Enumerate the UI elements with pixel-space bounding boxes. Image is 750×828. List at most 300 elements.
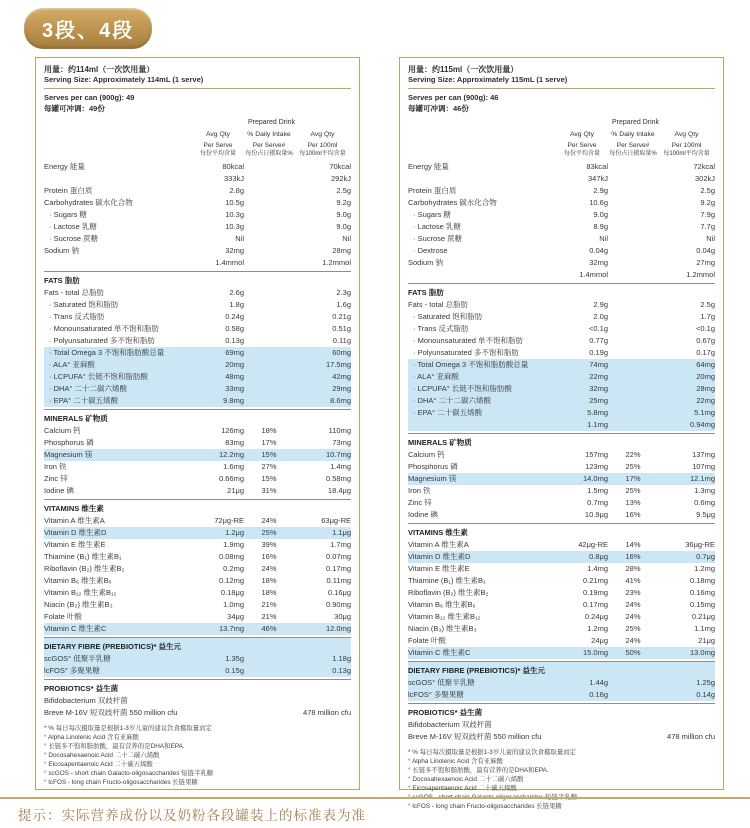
table-row [44,425,351,437]
row-pct: 15% [261,474,277,483]
row-per100: 292kJ [330,174,351,183]
serving-info [44,64,351,89]
row-per100: 29mg [332,384,351,393]
row-qty: 9.8mg [223,396,244,405]
serves-per-can-cn-line: 每罐可冲调：46份 [408,104,469,113]
row-per100: 1.3mg [694,486,715,495]
footnote-line: ° 长链多不饱和脂肪酸，最有营养的是DHA和EPA. [44,743,185,750]
table-row [44,347,351,359]
row-qty: 33mg [225,384,244,393]
row-qty: 42μg-RE [578,540,608,549]
table-row [44,695,351,707]
row-per100: 0.16mg [689,588,715,597]
table-row [408,677,715,689]
column-subheader-en: Per Serve# [616,142,650,149]
row-per100: 0.7μg [696,552,715,561]
column-header-2: Avg Qty [310,131,335,138]
table-row [44,473,351,485]
row-per100: 0.15mg [689,600,715,609]
row-per100: 0.67g [696,336,715,345]
section-vitamins [44,499,351,635]
row-per100: 18.4μg [327,486,351,495]
row-pct: 24% [261,516,277,525]
table-row [44,527,351,539]
column-header-1: % Daily Intake [247,131,291,138]
table-row [44,539,351,551]
row-per100: 1.1μg [332,528,351,537]
row-label: Vitamin B₁₂ 维生素B₁₂ [44,588,117,597]
row-pct: 25% [261,528,277,537]
row-label: Iron 铁 [44,462,67,471]
row-per100: 0.14g [696,690,715,699]
section-minerals [44,409,351,497]
footnote-line: ° Eicosapentaenoic Acid 二十碳五烯酸 [44,761,153,768]
prepared-drink-row [408,116,715,129]
row-per100: 107mg [692,462,715,471]
nutrition-table [44,116,351,719]
row-per100: 0.04g [696,246,715,255]
section-header: FATS 脂肪 [408,288,444,297]
table-row [44,197,351,209]
row-qty: 0.19mg [582,588,608,597]
row-qty: 0.21mg [582,576,608,585]
column-header-2: Avg Qty [674,131,699,138]
table-row [408,359,715,371]
section-fats [408,283,715,431]
table-row [44,287,351,299]
row-pct: 50% [625,648,641,657]
row-label: · LCPUFA° 长链不饱和脂肪酸 [413,384,512,393]
row-qty: 32mg [589,384,608,393]
row-label: Zinc 锌 [44,474,68,483]
table-row [408,689,715,701]
row-pct: 15% [261,450,277,459]
row-pct: 18% [261,426,277,435]
row-label: · Trans 反式脂肪 [49,312,105,321]
row-qty: 0.7mg [587,498,608,507]
row-label: · Saturated 饱和脂肪 [49,300,119,309]
row-pct: 39% [261,540,277,549]
row-per100: 9.2g [336,198,351,207]
row-label: · Sugars 糖 [413,210,451,219]
row-per100: 1.7g [700,312,715,321]
footnotes [44,724,351,787]
row-pct: 16% [625,510,641,519]
row-label: Vitamin D 维生素D [44,528,107,537]
table-row [408,323,715,335]
footnote-line: ° Eicosapentaenoic Acid 二十碳五烯酸 [408,785,517,792]
serving-size-line: Serving Size: Approximately 115mL (1 serve) [408,75,568,84]
row-pct: 24% [625,600,641,609]
row-label: · Sucrose 蔗糖 [413,234,463,243]
table-row [408,233,715,245]
footnote-line: ° Docosahexaenoic Acid 二十二碳六烯酸 [44,752,160,759]
row-pct: 31% [261,486,277,495]
row-qty: 1.2μg [225,528,244,537]
row-per100: 1.4mg [330,462,351,471]
row-label: Calcium 钙 [44,426,81,435]
row-pct: 18% [261,588,277,597]
row-pct: 21% [261,600,277,609]
footer-divider [0,797,750,799]
row-label: scGOS° 低聚半乳糖 [408,678,475,687]
table-row [44,653,351,665]
row-label: Folate 叶酸 [44,612,82,621]
column-subheader-cn: 每100ml平均含量 [299,151,346,157]
row-pct: 16% [625,552,641,561]
row-qty: 1.35g [225,654,244,663]
row-per100: 0.51g [332,324,351,333]
row-per100: 27mg [696,258,715,267]
column-header-1: % Daily Intake [611,131,655,138]
row-per100: 0.17g [696,348,715,357]
row-qty: 0.77g [589,336,608,345]
row-label: · Dextrose [413,246,448,255]
table-row [408,407,715,419]
row-per100: 9.5μg [696,510,715,519]
row-pct: 25% [625,462,641,471]
table-row [408,449,715,461]
row-label: · Total Omega 3 不饱和脂肪酸总量 [49,348,165,357]
row-per100: 12.1mg [689,474,715,483]
row-qty: 10.6g [589,198,608,207]
serving-info [408,64,715,89]
section-header: VITAMINS 维生素 [44,504,104,513]
table-row [408,209,715,221]
row-label: · Monounsaturated 单不饱和脂肪 [413,336,524,345]
row-label: · Sugars 糖 [49,210,87,219]
row-per100: 0.07mg [325,552,351,561]
row-per100: 2.5g [700,300,715,309]
column-subheader-0 [556,142,608,158]
column-header-0: Avg Qty [569,131,595,138]
row-label: Magnesium 镁 [408,474,457,483]
table-row [408,395,715,407]
table-row [44,335,351,347]
row-per100: Nil [342,234,351,243]
row-qty: 9.0g [593,210,608,219]
row-per100: 0.58mg [325,474,351,483]
table-row [44,299,351,311]
row-per100: 9.0g [336,210,351,219]
row-qty: 48mg [225,372,244,381]
row-qty: 1.2mg [587,624,608,633]
row-qty: 0.16g [589,690,608,699]
table-row [408,551,715,563]
table-row-subline [44,257,351,269]
column-subheader-cn: 每份平均含量 [199,151,236,157]
row-per100: 1.2mg [694,564,715,573]
section-macros [408,160,715,281]
row-label: Vitamin C 维生素C [44,624,107,633]
row-label: Protein 蛋白质 [408,186,457,195]
column-headers-row [408,129,715,141]
row-label: Calcium 钙 [408,450,445,459]
table-row [44,563,351,575]
row-qty: 0.24g [225,312,244,321]
row-qty: 123mg [585,462,608,471]
row-qty: 1.4mg [587,564,608,573]
section-header: DIETARY FIBRE (PREBIOTICS)* 益生元 [408,666,545,675]
row-qty: 32mg [225,246,244,255]
row-pct: 28% [625,564,641,573]
footnote-line: ° Docosahexaenoic Acid 二十二碳六烯酸 [408,776,524,783]
row-label: · Sucrose 蔗糖 [49,234,99,243]
column-header-0: Avg Qty [205,131,231,138]
row-per100: 0.6mg [694,498,715,507]
footnote-line: ° lcFOS - long chain Fructo-oligosaccharides 长链果糖 [44,779,198,786]
footnote-line: ° Alpha Linolenic Acid 含有亚麻酸 [44,734,139,741]
table-row [44,233,351,245]
row-label: · Total Omega 3 不饱和脂肪酸总量 [413,360,529,369]
footnote-line: ° scGOS - short chain Galacto-oligosaccharides 短链半乳糖 [408,794,578,801]
column-subheader-en: Per 100ml [671,142,702,149]
row-qty: 1.5mg [587,486,608,495]
serving-size-line: Serving Size: Approximately 114mL (1 serve) [44,75,204,84]
footnote-line: * % 每日每次摄取量是根据1-3岁儿童的建议饮食摄取量而定 [408,749,576,756]
row-label: Niacin (B₃) 维生素B₃ [408,624,477,633]
footnote-line: ° Alpha Linolenic Acid 含有亚麻酸 [408,758,503,765]
row-per100: 60mg [332,348,351,357]
row-label: Iron 铁 [408,486,431,495]
footnote-line: * % 每日每次摄取量是根据1-3岁儿童的建议饮食摄取量而定 [44,725,212,732]
row-qty: 10.3g [225,222,244,231]
row-label: · Polyunsaturated 多不饱和脂肪 [413,348,519,357]
section-fats [44,271,351,407]
table-row [44,209,351,221]
row-per100: 9.0g [336,222,351,231]
table-row [44,383,351,395]
prepared-drink-row [44,116,351,129]
row-per100: 0.21g [332,312,351,321]
row-per100: 0.21μg [691,612,715,621]
row-label: · ALA° 亚麻酸 [49,360,95,369]
row-per100: 0.94mg [689,420,715,429]
footnote-line: ° scGOS - short chain Galacto-oligosaccharides 短链半乳糖 [44,770,214,777]
row-qty: 2.8g [229,186,244,195]
column-subheader-en: Per Serve# [252,142,286,149]
row-qty: 22mg [589,372,608,381]
row-pct: 21% [261,612,277,621]
column-subheader-en: Per Serve [567,142,597,149]
column-subheader-0 [192,142,244,158]
row-per100: 28mg [696,384,715,393]
row-label: · Lactose 乳糖 [413,222,461,231]
table-row-subline [408,269,715,281]
row-label: Fats - total 总脂肪 [408,300,469,309]
column-subheader-cn: 每份平均含量 [563,151,600,157]
row-pct: 22% [625,450,641,459]
row-label: Folate 叶酸 [408,636,446,645]
row-qty: 333kJ [223,174,244,183]
row-label: Vitamin B₁₂ 维生素B₁₂ [408,612,481,621]
row-per100: 63μg-RE [321,516,351,525]
footer-note: 提示：实际营养成份以及奶粉各段罐装上的标准表为准 [18,808,366,823]
row-label: lcFOS° 多聚果糖 [408,690,464,699]
table-row [44,161,351,173]
table-row [408,485,715,497]
table-row [44,665,351,677]
table-row [408,497,715,509]
table-row [44,551,351,563]
row-per100: 137mg [692,450,715,459]
row-qty: 83mg [225,438,244,447]
table-row [408,509,715,521]
usage-line: 用量：约115ml（一次饮用量） [408,65,519,74]
row-label: · EPA° 二十碳五烯酸 [413,408,483,417]
column-subheader-cn: 每份占日摄取量% [245,151,293,157]
row-label: · Trans 反式脂肪 [413,324,469,333]
serves-info [408,92,715,114]
table-row [44,311,351,323]
row-qty: 1.0mg [223,600,244,609]
column-subheaders-row [44,141,351,159]
stage-badge: 3段、4段 [24,8,152,49]
row-label: · DHA° 二十二碳六烯酸 [413,396,491,405]
row-qty: 10.3g [225,210,244,219]
row-qty: 347kJ [587,174,608,183]
row-per100: 8.6mg [330,396,351,405]
row-qty: 10.5g [225,198,244,207]
row-per100: 7.9g [700,210,715,219]
row-label: Magnesium 镁 [44,450,93,459]
column-subheaders-row [408,141,715,159]
table-row [44,359,351,371]
section-header: DIETARY FIBRE (PREBIOTICS)* 益生元 [44,642,181,651]
table-row [408,635,715,647]
row-per100: <0.1g [696,324,715,333]
row-qty: 0.8μg [589,552,608,561]
row-per100: 0.90mg [325,600,351,609]
table-row [408,383,715,395]
row-qty: 20mg [225,360,244,369]
row-pct: 24% [625,636,641,645]
nutrition-table [408,116,715,743]
row-qty: 1.9mg [223,540,244,549]
row-qty: 1.6mg [223,462,244,471]
row-qty: 0.13g [225,336,244,345]
table-row [408,599,715,611]
row-per100: 22mg [696,396,715,405]
row-label: Riboflavin (B₂) 维生素B₂ [44,564,125,573]
row-per100: 72kcal [693,162,715,171]
table-row [408,731,715,743]
table-row [408,473,715,485]
row-qty: 1.1mg [587,420,608,429]
row-label: Vitamin E 维生素E [408,564,470,573]
table-row [44,611,351,623]
row-qty: <0.1g [589,324,608,333]
column-subheader-2 [294,142,351,158]
row-qty: 8.9g [593,222,608,231]
table-row [408,611,715,623]
row-pct: 13% [625,498,641,507]
table-row [44,449,351,461]
row-label: · Polyunsaturated 多不饱和脂肪 [49,336,155,345]
column-subheader-en: Per 100ml [307,142,338,149]
section-header: PROBIOTICS* 益生菌 [44,684,119,693]
row-qty: 13.7mg [218,624,244,633]
row-per100: 42mg [332,372,351,381]
row-label: Thiamine (B₁) 维生素B₁ [408,576,486,585]
row-label: Niacin (B₃) 维生素B₃ [44,600,113,609]
table-row [408,161,715,173]
table-row [44,485,351,497]
row-qty: 21μg [227,486,244,495]
row-label: · ALA° 亚麻酸 [413,372,459,381]
row-per100: 0.13g [332,666,351,675]
row-qty: 72μg-RE [214,516,244,525]
table-row-subline [408,419,715,431]
row-label: lcFOS° 多聚果糖 [44,666,100,675]
table-row [408,719,715,731]
row-label: Vitamin E 维生素E [44,540,106,549]
row-pct: 24% [261,564,277,573]
table-row [44,599,351,611]
column-subheader-en: Per Serve [203,142,233,149]
row-per100: 1.2mmol [686,270,715,279]
row-per100: 20mg [696,372,715,381]
row-qty: 1.44g [589,678,608,687]
section-probiotics [408,703,715,743]
row-per100: 1.2mmol [322,258,351,267]
row-label: · EPA° 二十碳五烯酸 [49,396,119,405]
row-label: · Lactose 乳糖 [49,222,97,231]
row-pct: 17% [261,438,277,447]
row-label: Bifidobacterium 双歧杆菌 [44,696,128,705]
row-per100: 21μg [698,636,715,645]
row-qty: 2.9g [593,186,608,195]
row-qty: 5.8mg [587,408,608,417]
column-subheader-cn: 每100ml平均含量 [663,151,710,157]
serves-per-can-line: Serves per can (900g): 46 [408,93,499,102]
row-per100: 5.1mg [694,408,715,417]
row-label: Sodium 钠 [44,246,80,255]
section-macros [44,160,351,269]
row-label: Carbohydrates 碳水化合物 [44,198,133,207]
row-qty: 24μg [591,636,608,645]
row-qty: 32mg [589,258,608,267]
section-header: FATS 脂肪 [44,276,80,285]
row-per100: 1.1mg [694,624,715,633]
row-qty: 80kcal [222,162,244,171]
row-pct: 23% [625,588,641,597]
table-row [44,437,351,449]
row-pct: 14% [625,540,641,549]
table-row [408,575,715,587]
footnote-line: ° lcFOS - long chain Fructo-oligosaccharides 长链果糖 [408,803,562,810]
row-pct: 24% [625,612,641,621]
row-per100: 0.11mg [326,576,351,585]
row-per100: 10.7mg [325,450,351,459]
row-per100: 0.16μg [327,588,351,597]
table-row [44,707,351,719]
table-row-subline [408,173,715,185]
row-per100: 0.11g [332,336,351,345]
serves-per-can-cn-line: 每罐可冲调：49份 [44,104,105,113]
row-per100: 64mg [696,360,715,369]
section-header: PROBIOTICS* 益生菌 [408,708,483,717]
serves-info [44,92,351,114]
nutrition-panel-stage3 [35,57,360,790]
row-qty: 1.4mmol [579,270,608,279]
section-header: VITAMINS 维生素 [408,528,468,537]
row-qty: 1.8g [229,300,244,309]
row-qty: 0.08mg [218,552,244,561]
row-per100: 110mg [328,426,351,435]
table-row [408,299,715,311]
table-row [408,347,715,359]
